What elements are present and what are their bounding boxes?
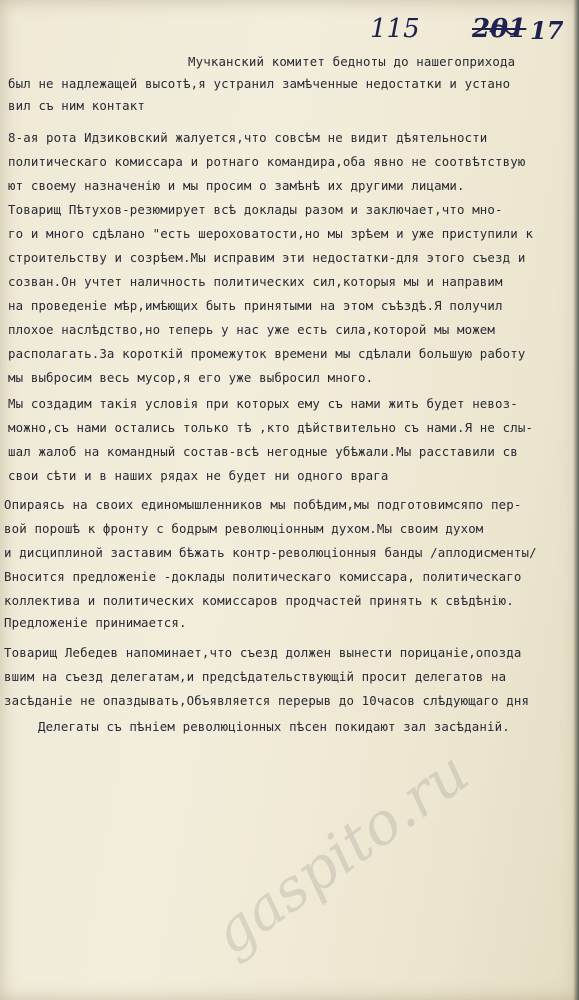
text-line-20: вой порошѣ к фронту с бодрым революціонным духом.Мы своим духом	[4, 521, 484, 536]
watermark: gaspito.ru	[200, 737, 481, 968]
text-line-11: на проведеніе мѣр,имѣющих быть принятыми на этом съѣздѣ.Я получил	[8, 298, 503, 313]
archive-number-handwritten: 17	[530, 16, 564, 45]
text-line-28: Делегаты съ пѣніем революціонных пѣсен покидают зал засѣданій.	[38, 719, 510, 734]
text-line-22: Вносится предложеніе -доклады политическаго комиссара, политическаго	[4, 569, 522, 584]
text-line-26: вшим на съезд делегатам,и предсѣдательствующій просит делегатов на	[4, 669, 507, 684]
text-line-25: Товарищ Лебедев напоминает,что съезд должен вынести порицаніе,опозда	[4, 645, 522, 660]
text-line-12: плохое наслѣдство,но теперь у нас уже есть сила,которой мы можем	[8, 322, 496, 337]
text-line-18: свои сѣти и в наших рядах не будет ни одного врага	[8, 468, 389, 483]
text-line-6: ют своему назначенію и мы просим о замѣнѣ их другими лицами.	[8, 178, 465, 193]
text-line-14: мы выбросим весь мусор,я его уже выбросил много.	[8, 370, 374, 385]
text-line-10: созван.Он учтет наличность политических сил,которыя мы и направим	[8, 274, 503, 289]
text-line-9: строительству и созрѣем.Мы исправим эти недостатки-для этого съезд и	[8, 250, 526, 265]
text-line-16: можно,съ нами остались только тѣ ,кто дѣйствительно съ нами.Я не слы-	[8, 420, 534, 435]
archive-number-struck: 201	[472, 14, 527, 44]
text-line-17: шал жалоб на командный состав-всѣ негодные убѣжали.Мы расставили св	[8, 444, 518, 459]
text-line-4: 8-ая рота Идзиковский жалуется,что совсѣм не видит дѣятельности	[8, 130, 488, 145]
text-line-27: засѣданіе не опаздывать,Объявляется перерыв до 10часов слѣдующаго дня	[4, 693, 530, 708]
text-line-23: коллектива и политических комиссаров продчастей принять к свѣдѣнію.	[4, 593, 514, 608]
text-line-19: Опираясь на своих единомышленников мы побѣдим,мы подготовимсяпо пер-	[4, 497, 522, 512]
text-line-21: и дисциплиной заставим бѣжать контр-революціонныя банды /аплодисменты/	[4, 545, 537, 560]
text-line-13: располагать.За короткій промежуток времени мы сдѣлали большую работу	[8, 346, 526, 361]
text-line-3: вил съ ним контакт	[8, 98, 145, 113]
ink-scribble-icon	[488, 18, 520, 40]
text-line-7: Товарищ Пѣтухов-резюмирует всѣ доклады разом и заключает,что мно-	[8, 202, 503, 217]
text-line-15: Мы создадим такія условія при которых ему съ нами жить будет невоз-	[8, 396, 518, 411]
archive-number-stamped: 115	[370, 14, 420, 44]
text-line-8: го и много сдѣлано "есть шероховатости,но мы зрѣем и уже приступили к	[8, 226, 534, 241]
text-line-24: Предложеніе принимается.	[4, 615, 187, 630]
text-line-5: политическаго комиссара и ротнаго командира,оба явно не соотвѣтствую	[8, 154, 526, 169]
text-line-1: Мучканский комитет бедноты до нашегоприхода	[188, 54, 516, 69]
text-line-2: был не надлежащей высотѣ,я устранил замѣченные недостатки и устано	[8, 76, 511, 91]
